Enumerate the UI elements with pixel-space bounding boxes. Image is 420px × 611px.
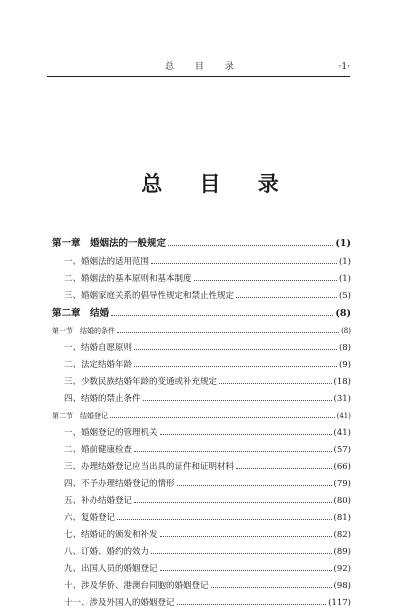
page-title: 总 目 录 bbox=[141, 171, 294, 196]
toc-page: (1) bbox=[335, 238, 351, 249]
leader-dots bbox=[117, 323, 339, 333]
leader-dots bbox=[211, 578, 332, 588]
toc-label: 三、婚姻家庭关系的倡导性规定和禁止性规定 bbox=[64, 291, 235, 301]
running-head-title: 总 目 录 bbox=[165, 62, 243, 72]
toc-entry[interactable] bbox=[64, 425, 351, 441]
toc-entry[interactable] bbox=[64, 595, 351, 611]
toc-entry[interactable] bbox=[64, 459, 351, 475]
toc-label: 二、法定结婚年龄 bbox=[64, 360, 133, 370]
toc-page: (1) bbox=[338, 257, 351, 267]
toc-entry[interactable] bbox=[64, 340, 351, 356]
toc-entry[interactable] bbox=[64, 442, 351, 458]
toc-entry[interactable] bbox=[64, 544, 351, 560]
leader-dots bbox=[117, 510, 332, 520]
toc-label: 七、结婚证的颁发和补发 bbox=[64, 530, 158, 540]
toc-page: (79) bbox=[333, 479, 351, 489]
toc-label: 二、婚前健康检查 bbox=[64, 445, 133, 455]
leader-dots bbox=[160, 561, 332, 571]
toc-label: 一、婚姻登记的管理机关 bbox=[64, 428, 158, 438]
toc-page: (8) bbox=[341, 327, 351, 335]
leader-dots bbox=[177, 476, 332, 486]
toc-page: (8) bbox=[335, 308, 351, 319]
toc-section[interactable] bbox=[52, 408, 351, 424]
toc-entry[interactable] bbox=[64, 561, 351, 577]
leader-dots bbox=[110, 408, 335, 418]
toc-entry[interactable] bbox=[64, 578, 351, 594]
toc-label: 六、复婚登记 bbox=[64, 513, 116, 523]
leader-dots bbox=[151, 544, 332, 554]
toc-label: 二、婚姻法的基本原则和基本制度 bbox=[64, 274, 192, 284]
toc-page: (81) bbox=[333, 513, 351, 523]
toc-label: 第一节 结婚的条件 bbox=[52, 327, 115, 335]
toc-entry[interactable] bbox=[64, 391, 351, 407]
leader-dots bbox=[160, 527, 332, 537]
toc-page: (18) bbox=[333, 377, 351, 387]
toc-label: 四、结婚的禁止条件 bbox=[64, 394, 141, 404]
leader-dots bbox=[219, 374, 332, 384]
toc-label: 第二章 结婚 bbox=[52, 308, 110, 319]
toc-entry[interactable] bbox=[64, 271, 351, 287]
toc-chapter[interactable] bbox=[52, 236, 351, 252]
toc-page: (92) bbox=[333, 564, 351, 574]
leader-dots bbox=[194, 271, 337, 281]
leader-dots bbox=[160, 425, 332, 435]
toc-section[interactable] bbox=[52, 323, 351, 339]
toc-label: 八、订婚、婚约的效力 bbox=[64, 547, 150, 557]
toc-page: (89) bbox=[333, 547, 351, 557]
toc-page: (41) bbox=[333, 428, 351, 438]
leader-dots bbox=[134, 442, 332, 452]
toc-label: 三、少数民族结婚年龄的变通或补充规定 bbox=[64, 377, 218, 387]
toc-label: 十、涉及华侨、港澳台同胞的婚姻登记 bbox=[64, 581, 209, 591]
toc-label: 第二节 结婚登记 bbox=[52, 412, 108, 420]
leader-dots bbox=[236, 459, 332, 469]
running-head bbox=[47, 59, 350, 75]
toc-label: 第一章 婚姻法的一般规定 bbox=[52, 238, 167, 249]
leader-dots bbox=[236, 288, 337, 298]
toc-page: (98) bbox=[333, 581, 351, 591]
toc-label: 一、结婚自愿原则 bbox=[64, 343, 133, 353]
leader-dots bbox=[151, 254, 337, 264]
header-rule bbox=[47, 76, 350, 77]
toc-page: (31) bbox=[333, 394, 351, 404]
toc-page: (66) bbox=[333, 462, 351, 472]
toc-page: (5) bbox=[338, 291, 351, 301]
toc-entry[interactable] bbox=[64, 510, 351, 526]
toc-entry[interactable] bbox=[64, 254, 351, 270]
toc-entry[interactable] bbox=[64, 357, 351, 373]
toc-label: 一、婚姻法的适用范围 bbox=[64, 257, 150, 267]
toc-entry[interactable] bbox=[64, 527, 351, 543]
toc-entry[interactable] bbox=[64, 288, 351, 304]
toc-page: (8) bbox=[338, 343, 351, 353]
leader-dots bbox=[134, 493, 332, 503]
toc-page: (80) bbox=[333, 496, 351, 506]
toc-page: (1) bbox=[338, 274, 351, 284]
toc-page: (117) bbox=[328, 598, 351, 608]
leader-dots bbox=[168, 236, 333, 246]
toc-entry[interactable] bbox=[64, 374, 351, 390]
toc-label: 九、出国人员的婚姻登记 bbox=[64, 564, 158, 574]
page-number: ·1· bbox=[338, 62, 350, 72]
toc-page: (9) bbox=[338, 360, 351, 370]
toc-page: (57) bbox=[333, 445, 351, 455]
leader-dots bbox=[134, 340, 337, 350]
toc-label: 十一、涉及外国人的婚姻登记 bbox=[64, 598, 175, 608]
toc-label: 五、补办结婚登记 bbox=[64, 496, 133, 506]
toc-entry[interactable] bbox=[64, 476, 351, 492]
toc-chapter[interactable] bbox=[52, 306, 351, 322]
leader-dots bbox=[111, 306, 333, 316]
toc-entry[interactable] bbox=[64, 493, 351, 509]
toc-page: (82) bbox=[333, 530, 351, 540]
leader-dots bbox=[177, 595, 327, 605]
leader-dots bbox=[143, 391, 332, 401]
leader-dots bbox=[134, 357, 337, 367]
toc-label: 三、办理结婚登记应当出具的证件和证明材料 bbox=[64, 462, 235, 472]
toc-label: 四、不予办理结婚登记的情形 bbox=[64, 479, 175, 489]
toc-page: (41) bbox=[336, 412, 351, 420]
